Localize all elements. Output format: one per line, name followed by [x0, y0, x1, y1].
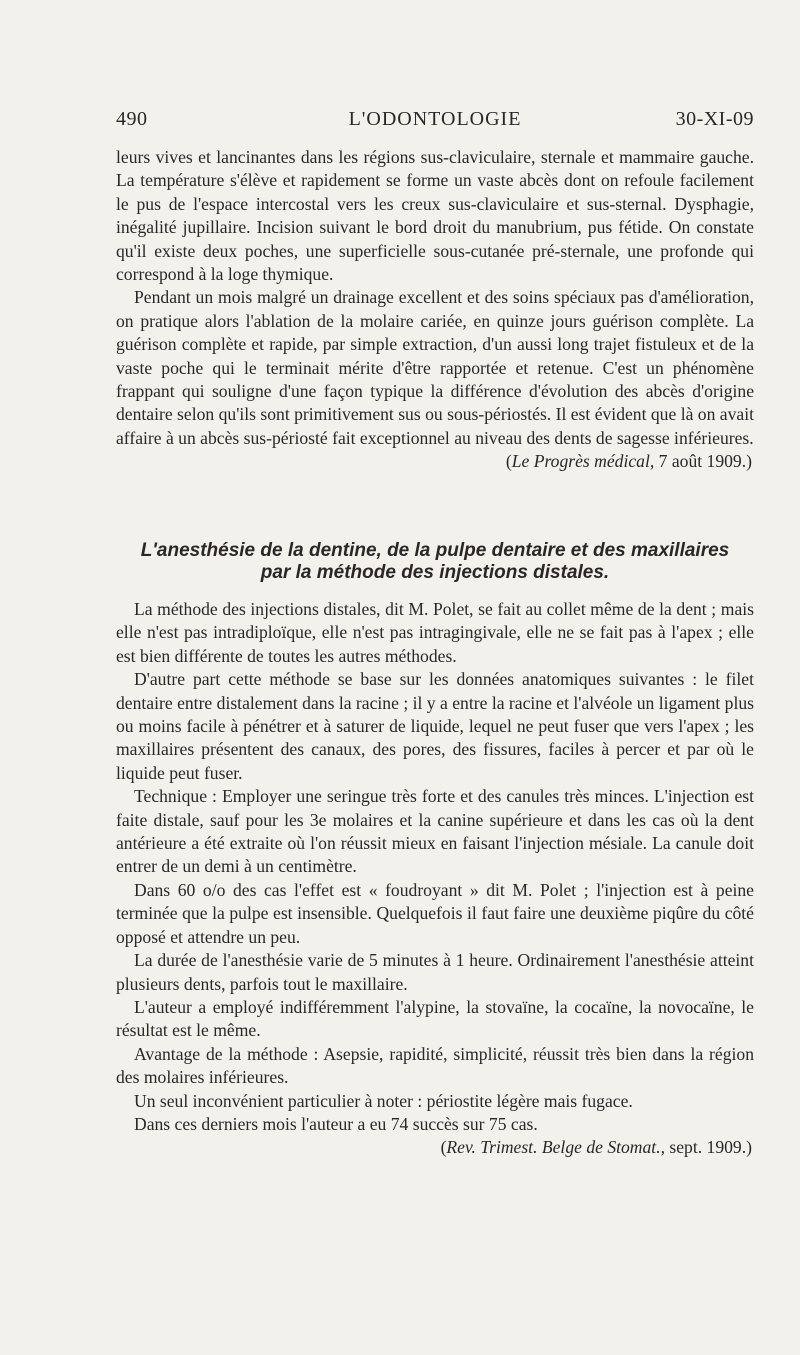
paragraph: La durée de l'anesthésie varie de 5 minutes à 1 heure. Ordinairement l'anesthésie atteint plusieurs dents, parfois tout le maxillaire.	[116, 950, 754, 994]
journal-title: L'ODONTOLOGIE	[348, 108, 522, 130]
section-heading-line-2: par la méthode des injections distales.	[260, 562, 610, 583]
page-number: 490	[116, 108, 148, 130]
citation-date: 7 août 1909.)	[658, 451, 752, 472]
paragraph: Dans 60 o/o des cas l'effet est « foudroyant » dit M. Polet ; l'injection est à peine terminée que la pulpe est insensible. Quelquefois il faut faire une deuxième piqûre du côté opposé et attendre un peu.	[116, 879, 754, 947]
paragraph: La méthode des injections distales, dit M. Polet, se fait au collet même de la dent ; mais elle n'est pas intradiploïque, elle n'est pas intragingivale, elle ne se fait pas à l'apex ; elle est bien différente de toutes les autres méthodes.	[116, 599, 754, 666]
paragraph: Pendant un mois malgré un drainage excellent et des soins spéciaux pas d'amélioration, on pratique alors l'ablation de la molaire cariée, en quinze jours guérison complète. La guérison complète et rapide, par simple extraction, d'un aussi long trajet fistuleux et de la vaste poche qui le terminait mérite d'être rapportée et retenue. C'est un phénomène frappant qui souligne d'une façon typique la différence d'évolution des abcès d'origine dentaire selon qu'ils sont primitivement sus ou sous-périostés. Il est évident que là on avait affaire à un abcès sus-périosté fait exceptionnel au niveau des dents de sagesse inférieures.	[116, 287, 754, 448]
paragraph: Avantage de la méthode : Asepsie, rapidité, simplicité, réussit très bien dans la région des molaires inférieures.	[116, 1043, 754, 1088]
citation-date: sept. 1909.)	[669, 1137, 752, 1158]
section-heading	[116, 540, 754, 584]
paragraph: leurs vives et lancinantes dans les régions sus-claviculaire, sternale et mammaire gauche. La température s'élève et rapidement se forme un vaste abcès dont on refoule facilement le pus de l'espace intercostal vers les creux sus-claviculaire et sus-sternal. Dysphagie, inégalité jupillaire. Incision suivant le bord droit du manubrium, pus fétide. On constate qu'il existe deux poches, une superficielle sous-cutanée pré-sternale, une profonde qui correspond à la loge thymique.	[116, 147, 754, 285]
citation: (Rev. Trimest. Belge de Stomat., sept. 1909.)	[440, 1137, 752, 1158]
paragraph: Dans ces derniers mois l'auteur a eu 74 succès sur 75 cas.	[134, 1113, 538, 1134]
paragraph: D'autre part cette méthode se base sur les données anatomiques suivantes : le filet dentaire entre distalement dans la racine ; il y a entre la racine et l'alvéole un ligament plus ou moins facile à pénétrer et à saturer de liquide, lequel ne peut fuser que vers l'apex ; les maxillaires présentent des canaux, des pores, des fissures, faciles à percer et par où le liquide peut fuser.	[116, 669, 754, 783]
citation-source: Rev. Trimest. Belge de Stomat.,	[446, 1137, 665, 1158]
article-2-body	[116, 598, 754, 1160]
paragraph: Technique : Employer une seringue très forte et des canules très minces. L'injection est faite distale, sauf pour les 3e molaires et la canine supérieure et dans les cas où la dent antérieure a été extraite où l'on réussit mieux en faisant l'injection mésiale. La canule doit entrer de un demi à un centimètre.	[116, 786, 754, 877]
paragraph: Un seul inconvénient particulier à noter : périostite légère mais fugace.	[134, 1090, 633, 1111]
issue-date: 30-XI-09	[675, 108, 754, 130]
paragraph: L'auteur a employé indifféremment l'alypine, la stovaïne, la cocaïne, la novocaïne, le résultat est le même.	[116, 996, 754, 1041]
running-header	[116, 108, 754, 134]
citation-source: Le Progrès médical,	[511, 451, 655, 472]
article-1-body	[116, 146, 754, 474]
citation: (Le Progrès médical, 7 août 1909.)	[505, 451, 752, 472]
section-heading-line-1: L'anesthésie de la dentine, de la pulpe dentaire et des maxillaires	[140, 540, 730, 561]
